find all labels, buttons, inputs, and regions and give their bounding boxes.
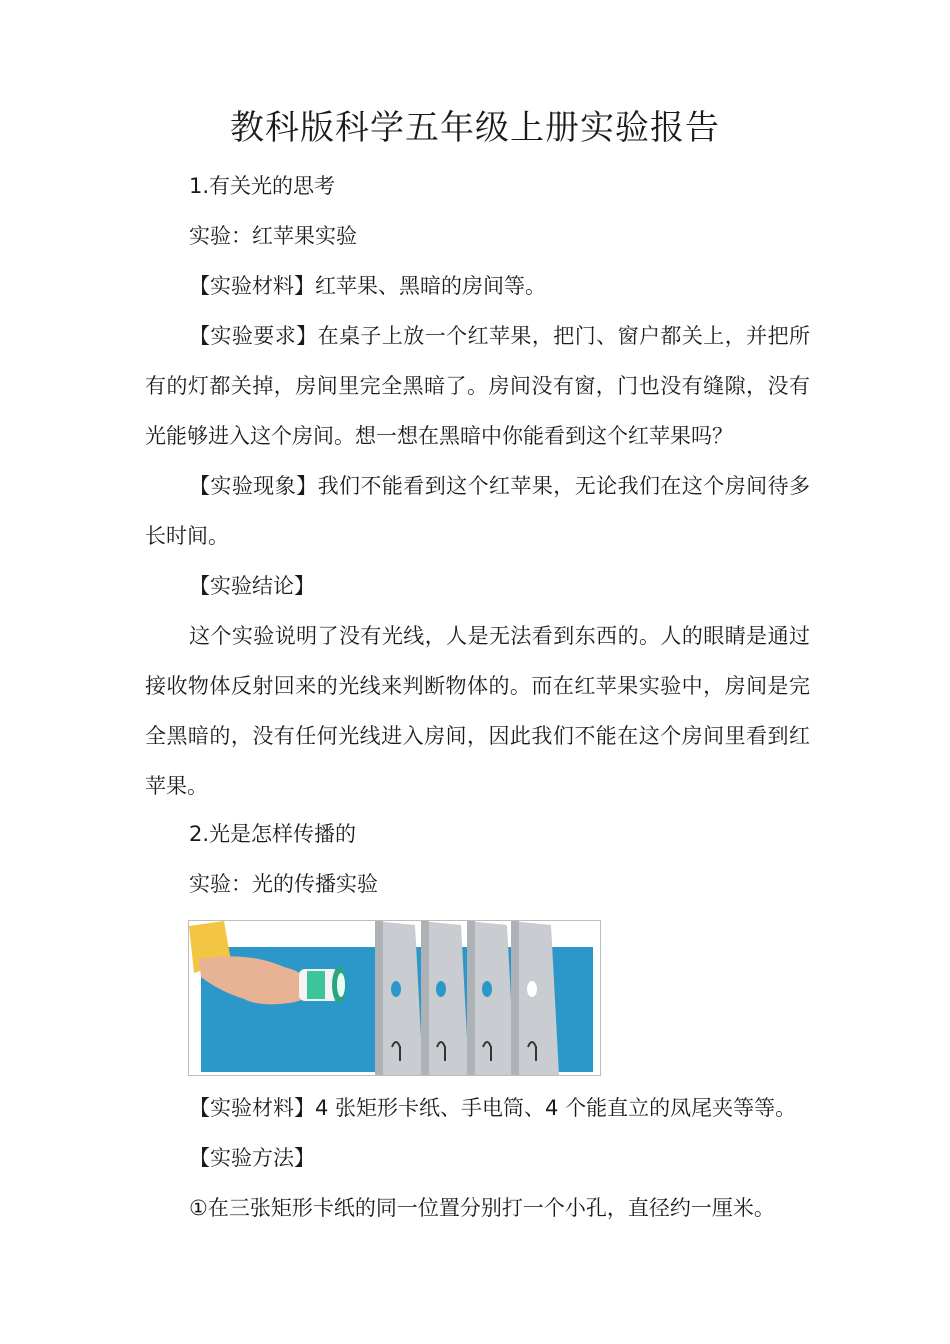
card-1	[375, 921, 423, 1075]
section1-heading: 1.有关光的思考	[189, 174, 336, 198]
section1-conclusion: 这个实验说明了没有光线，人是无法看到东西的。人的眼睛是通过接收物体反射回来的光线来判断物体的。而在红苹果实验中，房间是完全黑暗的，没有任何光线进入房间，因此我们不能在这个房间里看到红苹果。	[145, 624, 810, 798]
section2-experiment: 实验：光的传播实验	[189, 872, 378, 896]
section2-heading: 2.光是怎样传播的	[189, 822, 357, 846]
light-propagation-figure	[188, 920, 601, 1076]
flashlight-icon	[299, 967, 346, 1003]
section2-step1: ①在三张矩形卡纸的同一位置分别打一个小孔，直径约一厘米。	[189, 1196, 775, 1220]
experiment-illustration	[189, 921, 600, 1075]
section2-method-label: 【实验方法】	[189, 1146, 315, 1170]
page-title: 教科版科学五年级上册实验报告	[230, 108, 720, 148]
card-4	[511, 921, 559, 1075]
section1-conclusion-label: 【实验结论】	[189, 574, 315, 598]
section1-experiment: 实验：红苹果实验	[189, 224, 357, 248]
section1-requirement: 【实验要求】在桌子上放一个红苹果，把门、窗户都关上，并把所有的灯都关掉，房间里完全黑暗了。房间没有窗，门也没有缝隙，没有光能够进入这个房间。想一想在黑暗中你能看到这个红苹果吗？	[145, 324, 810, 448]
section2-materials: 【实验材料】4 张矩形卡纸、手电筒、4 个能直立的凤尾夹等等。	[189, 1096, 797, 1120]
section1-materials: 【实验材料】红苹果、黑暗的房间等。	[189, 274, 546, 298]
card-3	[467, 921, 515, 1075]
card-2	[421, 921, 469, 1075]
section1-phenomenon: 【实验现象】我们不能看到这个红苹果，无论我们在这个房间待多长时间。	[145, 474, 810, 548]
